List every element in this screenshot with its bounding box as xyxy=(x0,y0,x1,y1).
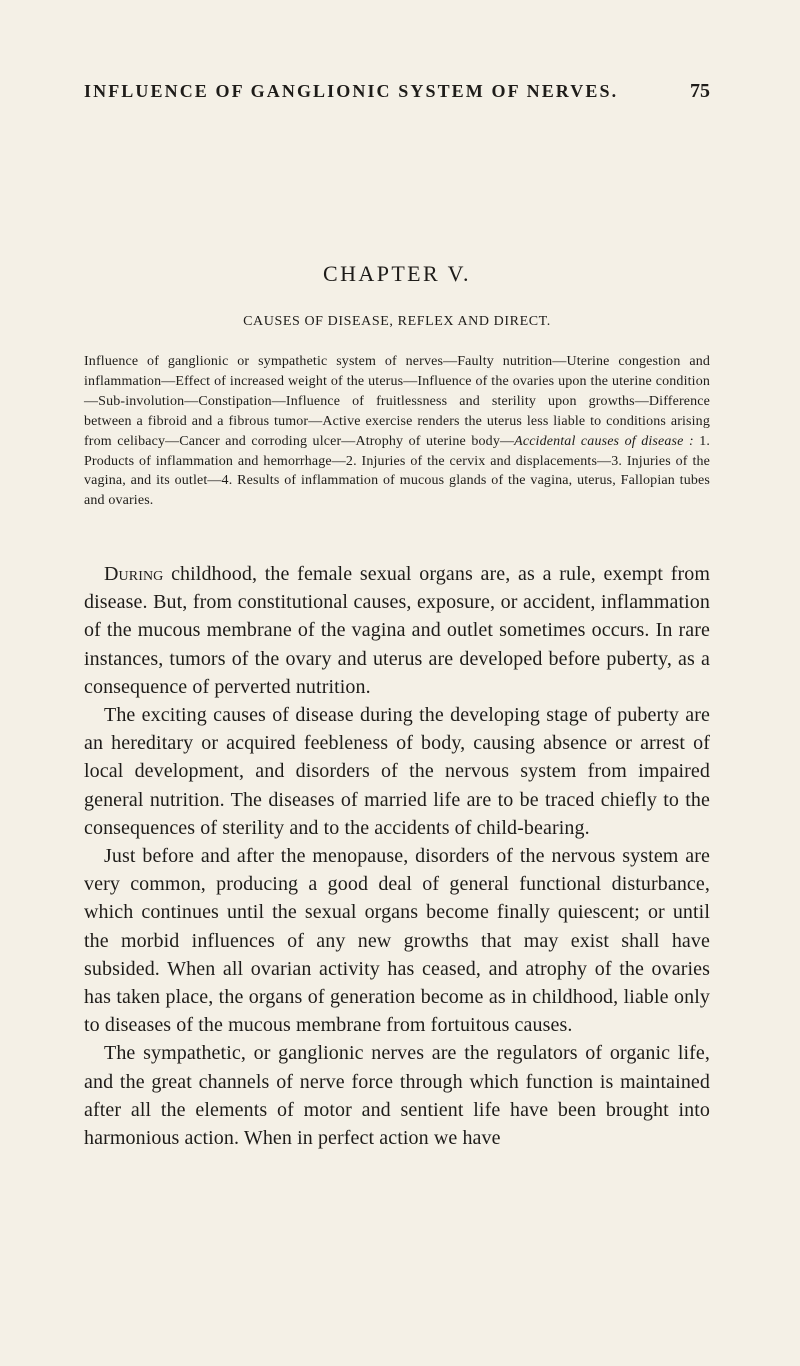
synopsis-text-part2: 1. Products of inflammation and hemorrhage—2. Injuries of the cervix and displacements—3. Injuries of the vagina, and its outlet—4. Results of inflammation of mucous glands of the vagina, uterus, Fallopian tubes and ovaries. xyxy=(84,433,711,509)
paragraph-1-text: childhood, the female sexual organs are, as a rule, exempt from disease. But, from constitutional causes, exposure, or accident, inflammation of the mucous membrane of the vagina and outlet sometimes occurs. In rare instances, tumors of the ovary and uterus are developed before puberty, as a consequence of perverted nutrition. xyxy=(84,563,710,698)
chapter-synopsis xyxy=(84,352,710,511)
page-number: 75 xyxy=(690,80,710,102)
paragraph-4: The sympathetic, or ganglionic nerves are the regulators of organic life, and the great channels of nerve force through which function is maintained after all the elements of motor and sentient life have been brought into harmonious action. When in perfect action we have xyxy=(84,1042,710,1150)
paragraph-1 xyxy=(84,560,710,701)
paragraph-2: The exciting causes of disease during the developing stage of puberty are an hereditary or acquired feebleness of body, causing absence or arrest of local development, and disorders of the nervous system from impaired general nutrition. The diseases of married life are to be traced chiefly to the consequences of sterility and to the accidents of child-bearing. xyxy=(84,704,710,839)
running-header xyxy=(84,80,710,103)
synopsis-italic-phrase: Accidental causes of disease : xyxy=(514,433,694,449)
paragraph-3: Just before and after the menopause, disorders of the nervous system are very common, producing a good deal of general functional disturbance, which continues until the sexual organs become finally quiescent; or until the morbid influences of any new growths that may exist shall have subsided. When all ovarian activity has ceased, and atrophy of the ovaries has taken place, the organs of generation become as in childhood, liable only to diseases of the mucous membrane from fortuitous causes. xyxy=(84,845,710,1037)
paragraph-1-lead-word: During xyxy=(104,563,164,585)
running-title: INFLUENCE OF GANGLIONIC SYSTEM OF NERVES. xyxy=(84,81,619,101)
synopsis-text-part1: Influence of ganglionic or sympathetic system of nerves—Faulty nutrition—Uterine congestion and inflammation—Effect of increased weight of the uterus—Influence of the ovaries upon the uterine condition—Sub-involution—Constipation—Influence of fruitlessness and sterility upon growths—Difference between a fibroid and a fibrous tumor—Active exercise renders the uterus less liable to conditions arising from celibacy—Cancer and corroding ulcer—Atrophy of uterine body— xyxy=(84,354,710,449)
chapter-heading: CHAPTER V. xyxy=(323,261,471,286)
chapter-subtitle: CAUSES OF DISEASE, REFLEX AND DIRECT. xyxy=(243,314,551,329)
body-text xyxy=(84,560,710,1152)
